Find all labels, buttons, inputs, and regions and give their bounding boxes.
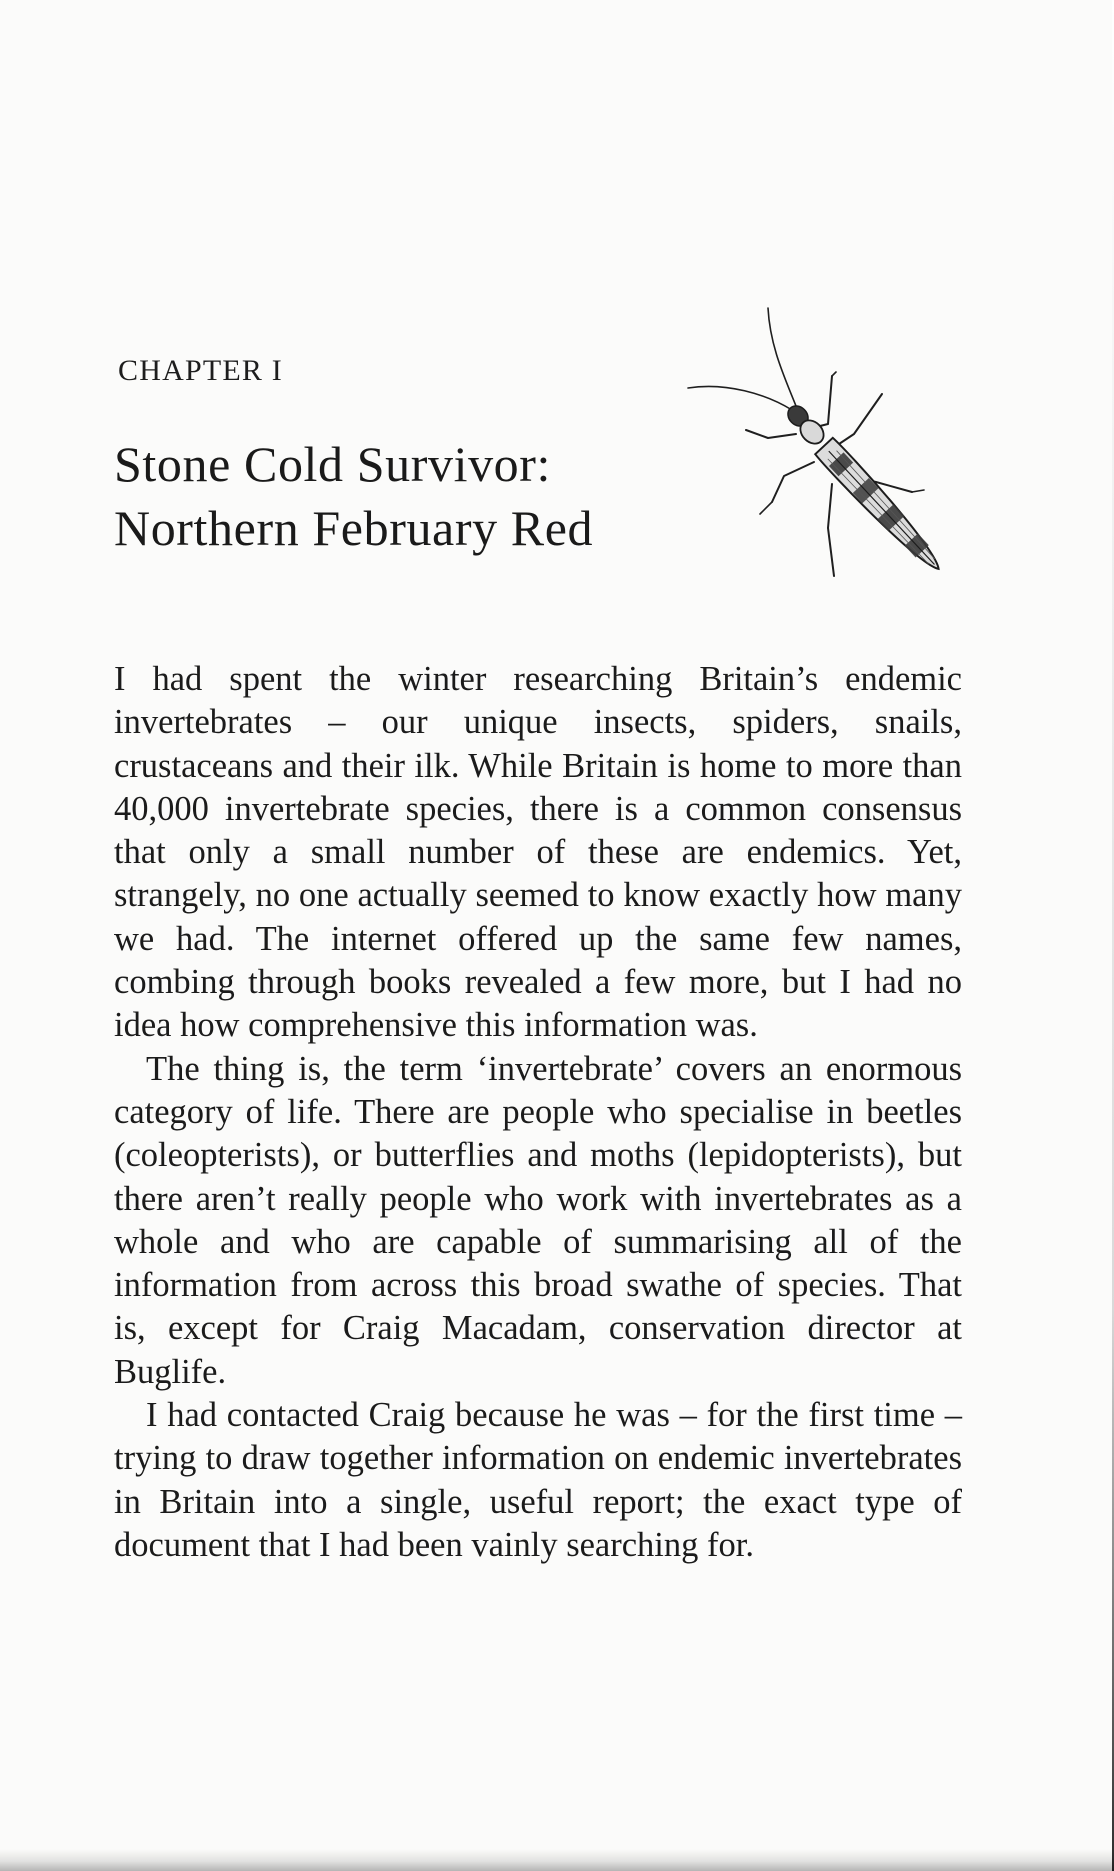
- chapter-title: [114, 432, 734, 560]
- stonefly-insect-icon: [686, 306, 964, 596]
- chapter-label: CHAPTER I: [118, 354, 283, 387]
- paragraph-1: I had spent the winter researching Britain’s endemic invertebrates – our unique insects, spiders, snails, crustaceans and their ilk. While Britain is home to more than 40,000 invertebrate species, there is a common consensus that only a small number of these are endemics. Yet, strangely, no one actually seemed to know exactly how many we had. The internet offered up the same few names, combing through books revealed a few more, but I had no idea how comprehensive this information was.: [114, 660, 962, 1045]
- paragraph-2: The thing is, the term ‘invertebrate’ covers an enormous category of life. There are people who specialise in beetles (coleopterists), or butterflies and moths (lepidopterists), but there aren’t really people who work with invertebrates as a whole and who are capable of summarising all of the information from across this broad swathe of species. That is, except for Craig Macadam, conservation director at Buglife.: [114, 1049, 962, 1391]
- chapter-title-line-2: Northern February Red: [114, 500, 594, 556]
- chapter-title-line-1: Stone Cold Survivor:: [114, 436, 552, 492]
- chapter-body: [114, 658, 962, 1567]
- page-edge-bottom: [0, 1849, 1114, 1871]
- paragraph-3: I had contacted Craig because he was – for the first time – trying to draw together information on endemic invertebrates in Britain into a single, useful report; the exact type of document that I had been vainly searching for.: [114, 1396, 962, 1564]
